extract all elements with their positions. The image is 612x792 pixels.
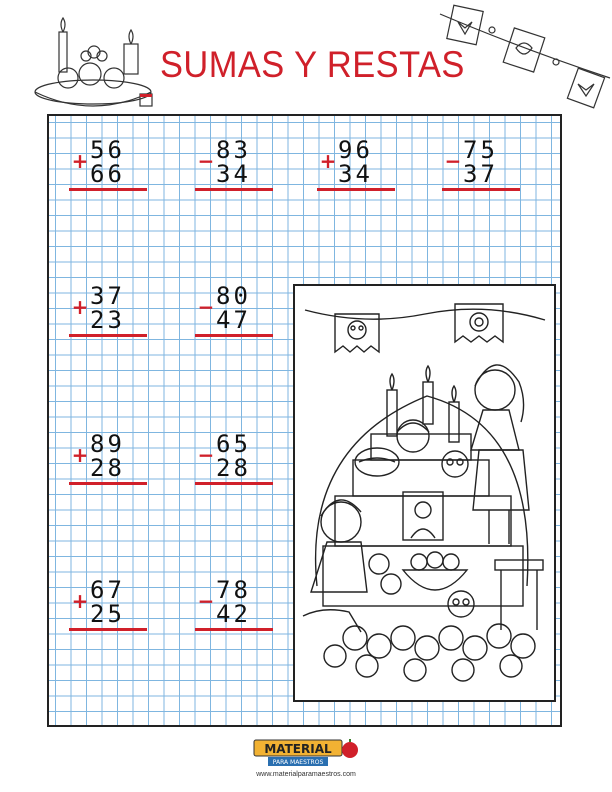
answer-line — [317, 188, 395, 191]
answer-line — [195, 628, 273, 631]
problem-bottom-number: 34 — [338, 160, 373, 188]
problem-top-number: 75 — [463, 136, 498, 164]
day-of-the-dead-altar-illustration — [295, 286, 554, 700]
coloring-illustration — [293, 284, 556, 702]
papel-picado-banner-icon — [436, 2, 612, 114]
problem-5 — [68, 284, 148, 344]
answer-line — [69, 334, 147, 337]
problem-2 — [194, 138, 274, 198]
minus-sign: − — [197, 589, 215, 613]
plus-sign: + — [71, 295, 89, 319]
brand-logo — [250, 738, 362, 784]
problem-top-number: 65 — [216, 430, 251, 458]
plus-sign: + — [319, 149, 337, 173]
problem-top-number: 83 — [216, 136, 251, 164]
problem-bottom-number: 28 — [216, 454, 251, 482]
material-para-maestros-logo-icon — [250, 738, 362, 770]
answer-line — [195, 188, 273, 191]
problem-bottom-number: 66 — [90, 160, 125, 188]
plus-sign: + — [71, 443, 89, 467]
problem-bottom-number: 37 — [463, 160, 498, 188]
problem-bottom-number: 47 — [216, 306, 251, 334]
answer-line — [442, 188, 520, 191]
problem-top-number: 56 — [90, 136, 125, 164]
problem-bottom-number: 28 — [90, 454, 125, 482]
problem-bottom-number: 25 — [90, 600, 125, 628]
plus-sign: + — [71, 149, 89, 173]
answer-line — [195, 482, 273, 485]
problem-top-number: 96 — [338, 136, 373, 164]
problem-7 — [68, 432, 148, 492]
minus-sign: − — [197, 149, 215, 173]
problem-top-number: 78 — [216, 576, 251, 604]
problem-top-number: 89 — [90, 430, 125, 458]
problem-1 — [68, 138, 148, 198]
answer-line — [69, 482, 147, 485]
problem-6 — [194, 284, 274, 344]
answer-line — [195, 334, 273, 337]
minus-sign: − — [444, 149, 462, 173]
problem-top-number: 80 — [216, 282, 251, 310]
plus-sign: + — [71, 589, 89, 613]
website-url: www.materialparamaestros.com — [256, 771, 356, 778]
logo-text: MATERIAL — [264, 742, 332, 756]
page-title: SUMAS Y RESTAS — [160, 44, 465, 85]
problem-10 — [194, 578, 274, 638]
answer-line — [69, 628, 147, 631]
problem-bottom-number: 42 — [216, 600, 251, 628]
problem-4 — [441, 138, 521, 198]
problem-top-number: 67 — [90, 576, 125, 604]
minus-sign: − — [197, 295, 215, 319]
logo-subtitle: PARA MAESTROS — [272, 759, 324, 766]
offering-altar-icon — [28, 8, 158, 112]
problem-3 — [316, 138, 396, 198]
problem-bottom-number: 34 — [216, 160, 251, 188]
problem-8 — [194, 432, 274, 492]
problem-bottom-number: 23 — [90, 306, 125, 334]
answer-line — [69, 188, 147, 191]
problem-9 — [68, 578, 148, 638]
minus-sign: − — [197, 443, 215, 467]
problem-top-number: 37 — [90, 282, 125, 310]
